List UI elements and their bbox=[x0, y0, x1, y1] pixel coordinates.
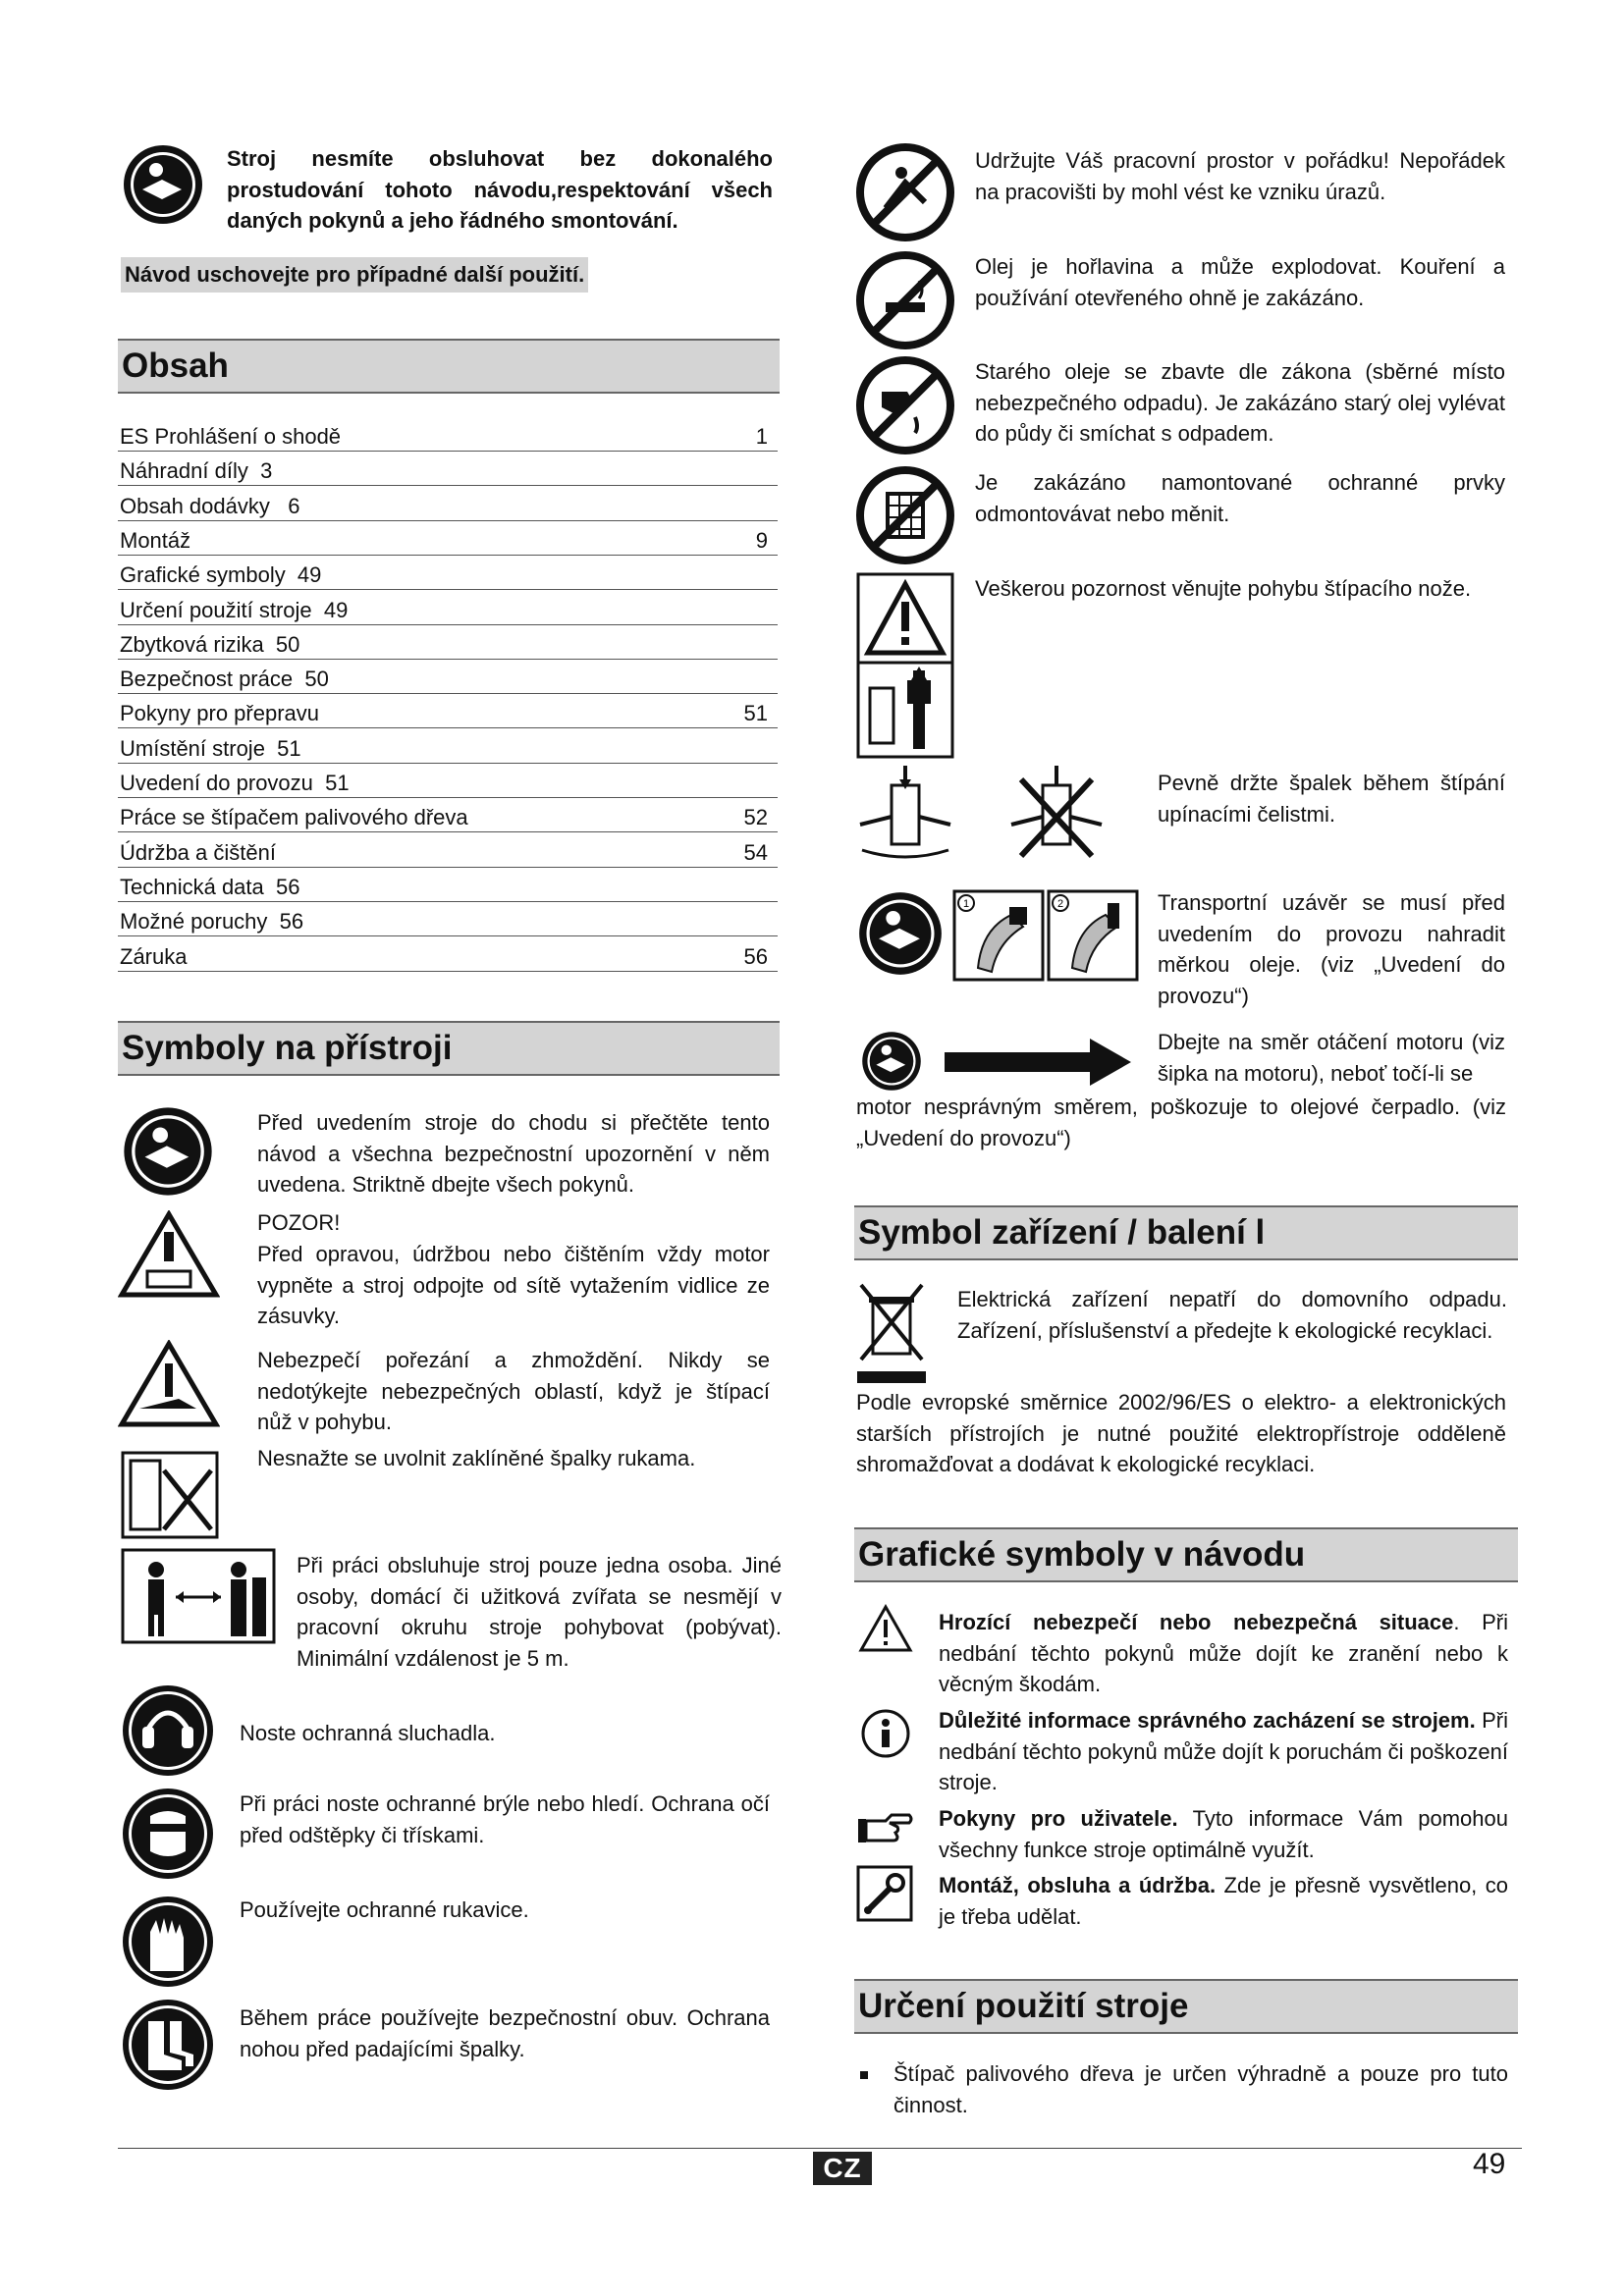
device-heading: Symbol zařízení / balení l bbox=[854, 1205, 1518, 1260]
graphic-danger-text bbox=[939, 1607, 1508, 1700]
no-removing-guards-icon bbox=[856, 466, 954, 564]
symbol-cut-text: Nebezpečí pořezání a zhmoždění. Nikdy se nedotýkejte nebezpečných oblastí, když je štípací nůž v pohybu. bbox=[257, 1348, 770, 1434]
symbol-jammed-text: Nesnažte se uvolnit zaklíněné špalky rukama. bbox=[257, 1446, 696, 1470]
toc-row bbox=[118, 453, 778, 486]
right-transport-cap-text: Transportní uzávěr se musí před uvedením do provozu nahradit měrkou oleje. (viz „Uvedení do provozu“) bbox=[1158, 890, 1505, 1008]
right-tidy-text: Udržujte Váš pracovní prostor v pořádku! Nepořádek na pracovišti by mohl vést ke vzniku úrazů. bbox=[975, 148, 1505, 204]
symbol-read-text: Před uvedením stroje do chodu si přečtěte tento návod a všechna bezpečnostní upozornění v něm uvedena. Striktně dbejte všech pokynů. bbox=[257, 1110, 770, 1197]
toc-row bbox=[118, 730, 778, 764]
unplug-warning-icon bbox=[118, 1210, 220, 1299]
toc-row-label: Možné poruchy 56 bbox=[120, 909, 304, 934]
toc-row-label: Technická data 56 bbox=[120, 874, 300, 899]
pointing-hand-icon bbox=[856, 1809, 913, 1848]
right-rotation-text-b: motor nesprávným směrem, poškozuje to olejové čerpadlo. (viz „Uvedení do provozu“) bbox=[856, 1095, 1506, 1150]
safety-boots-icon bbox=[121, 1998, 215, 2092]
graphic-danger-bold: Hrozící nebezpečí nebo nebezpečná situace bbox=[939, 1610, 1454, 1634]
graphic-assembly-text bbox=[939, 1870, 1508, 1932]
symbol-boots-text: Během práce používejte bezpečnostní obuv. Ochrana nohou před padajícími špalky. bbox=[240, 2005, 770, 2061]
rotation-arrow-icon bbox=[945, 1039, 1131, 1086]
device-weee-text: Elektrická zařízení nepatří do domovního odpadu. Zařízení, příslušenství a předejte k ekologické recyklaci. bbox=[957, 1287, 1507, 1343]
graphic-assembly-rest: Zde je přesně vysvětleno, co je třeba udělat. bbox=[939, 1873, 1508, 1929]
toc-row-page: 1 bbox=[755, 424, 768, 449]
transport-cap-step2-icon bbox=[1047, 889, 1139, 982]
toc-row bbox=[118, 938, 778, 972]
step-1-label: 1 bbox=[962, 898, 970, 910]
no-tripping-icon bbox=[856, 143, 954, 241]
graphic-danger-rest: . Při nedbání těchto pokynů může dojít ke zranění nebo k věcným škodám. bbox=[939, 1610, 1508, 1696]
read-manual-icon bbox=[121, 142, 205, 227]
right-knife-text: Veškerou pozornost věnujte pohybu štípacího nože. bbox=[975, 576, 1472, 601]
info-icon bbox=[860, 1708, 911, 1759]
right-old-oil-text: Starého oleje se zbavte dle zákona (sběrné místo nebezpečného odpadu). Je zakázáno starý olej vylévat do půdy či smíchat s odpadem. bbox=[975, 359, 1505, 446]
usage-bullet-text: Štípač palivového dřeva je určen výhradně a pouze pro tuto činnost. bbox=[893, 2061, 1508, 2117]
footer-divider bbox=[118, 2148, 1522, 2149]
transport-cap-step1-icon bbox=[952, 889, 1045, 982]
right-rotation-text-a: Dbejte na směr otáčení motoru (viz šipka na motoru), neboť točí-li se bbox=[1158, 1030, 1505, 1086]
no-smoking-icon bbox=[856, 251, 954, 349]
toc-row-page: 52 bbox=[743, 805, 768, 830]
toc-row-page: 56 bbox=[743, 943, 768, 969]
read-manual-icon bbox=[121, 1104, 215, 1199]
toc-row bbox=[118, 557, 778, 590]
toc-row bbox=[118, 626, 778, 660]
symbols-heading: Symboly na přístroji bbox=[118, 1021, 780, 1076]
right-hold-log-text: Pevně držte špalek během štípání upínacími čelistmi. bbox=[1158, 771, 1505, 827]
toc-row-label: Bezpečnost práce 50 bbox=[120, 667, 329, 692]
graphic-user-text bbox=[939, 1803, 1508, 1865]
gloves-icon bbox=[121, 1895, 215, 1989]
symbol-caution-label: POZOR! bbox=[257, 1210, 341, 1235]
keep-manual-note: Návod uschovejte pro případné další použití. bbox=[121, 257, 588, 293]
symbol-unplug-text: Před opravou, údržbou nebo čištěním vždy motor vypněte a stroj odpojte od sítě vytažením vidlice ze zásuvky. bbox=[257, 1242, 770, 1328]
page-number: 49 bbox=[1473, 2148, 1506, 2180]
graphic-symbols-heading: Grafické symboly v návodu bbox=[854, 1527, 1518, 1582]
toc-row-page: 51 bbox=[743, 701, 768, 726]
graphic-info-bold: Důležité informace správného zacházení se strojem. bbox=[939, 1708, 1476, 1733]
hold-log-icon bbox=[856, 766, 954, 874]
weee-bin-icon bbox=[857, 1281, 926, 1385]
symbol-eye-text: Při práci noste ochranné brýle nebo hledí. Ochrana očí před odštěpky či třískami. bbox=[240, 1791, 770, 1847]
wrench-icon bbox=[856, 1865, 913, 1922]
toc-row-label: ES Prohlášení o shodě bbox=[120, 424, 342, 449]
toc-row-label: Záruka bbox=[120, 943, 188, 969]
toc-row-label: Údržba a čištění bbox=[120, 839, 276, 865]
step-2-label: 2 bbox=[1056, 898, 1064, 910]
toc-row-page: 9 bbox=[755, 527, 768, 553]
graphic-assembly-bold: Montáž, obsluha a údržba. bbox=[939, 1873, 1217, 1897]
symbol-one-operator-text: Při práci obsluhuje stroj pouze jedna osoba. Jiné osoby, domácí či užitková zvířata se nesmějí v pracovní okruhu stroje pohybovat (pobývat). Minimální vzdálenost je 5 m. bbox=[297, 1553, 782, 1671]
toc-row bbox=[118, 661, 778, 694]
eye-protection-icon bbox=[121, 1787, 215, 1881]
language-badge: CZ bbox=[813, 2152, 872, 2185]
intro-warning: Stroj nesmíte obsluhovat bez dokonalého prostudování tohoto návodu,respektování všech daných pokynů a jeho řádného smontování. bbox=[227, 146, 773, 233]
toc-row bbox=[118, 799, 778, 832]
toc-row-label: Zbytková rizika 50 bbox=[120, 631, 300, 657]
toc-row bbox=[118, 869, 778, 902]
ear-protection-icon bbox=[121, 1683, 215, 1778]
toc-row bbox=[118, 418, 778, 452]
toc-row bbox=[118, 695, 778, 728]
danger-warning-icon bbox=[858, 1604, 913, 1653]
toc-row-label: Náhradní díly 3 bbox=[120, 458, 273, 484]
usage-bullet-marker bbox=[860, 2071, 868, 2079]
toc-row-label: Obsah dodávky 6 bbox=[120, 493, 300, 518]
splitting-knife-warning-icon bbox=[856, 572, 954, 759]
device-directive-text: Podle evropské směrnice 2002/96/ES o elektro- a elektronických starších přístrojích je nutné použité elektropřístroje odděleně shromažďovat a dodávat k ekologické recyklaci. bbox=[856, 1390, 1506, 1476]
read-manual-icon bbox=[860, 1030, 923, 1093]
read-manual-icon bbox=[856, 889, 945, 978]
right-guards-text: Je zakázáno namontované ochranné prvky odmontovávat nebo měnit. bbox=[975, 470, 1505, 526]
symbol-ear-text: Noste ochranná sluchadla. bbox=[240, 1721, 496, 1745]
toc-row bbox=[118, 834, 778, 868]
graphic-info-rest: Při nedbání těchto pokynů může dojít k poruchám či poškození stroje. bbox=[939, 1708, 1509, 1794]
symbol-gloves-text: Používejte ochranné rukavice. bbox=[240, 1897, 529, 1922]
no-hands-icon bbox=[121, 1451, 219, 1539]
toc-row bbox=[118, 765, 778, 798]
toc-row-label: Umístění stroje 51 bbox=[120, 735, 301, 761]
one-operator-icon bbox=[121, 1548, 276, 1644]
toc-row-label: Práce se štípačem palivového dřeva bbox=[120, 805, 468, 830]
graphic-info-text bbox=[939, 1705, 1508, 1798]
toc-row-label: Montáž bbox=[120, 527, 191, 553]
hold-log-wrong-icon bbox=[1007, 766, 1106, 874]
graphic-user-rest: Tyto informace Vám pomohou všechny funkce stroje optimálně využít. bbox=[939, 1806, 1508, 1862]
toc-row bbox=[118, 903, 778, 936]
no-oil-dumping-icon bbox=[856, 356, 954, 454]
toc-row-label: Určení použití stroje 49 bbox=[120, 597, 349, 622]
right-oil-flammable-text: Olej je hořlavina a může explodovat. Kouření a používání otevřeného ohně je zakázáno. bbox=[975, 254, 1505, 310]
graphic-user-bold: Pokyny pro uživatele. bbox=[939, 1806, 1178, 1831]
toc-row-label: Grafické symboly 49 bbox=[120, 562, 322, 588]
toc-row-page: 54 bbox=[743, 839, 768, 865]
cut-hazard-icon bbox=[118, 1340, 220, 1428]
toc-row bbox=[118, 592, 778, 625]
toc-row bbox=[118, 488, 778, 521]
toc-row-label: Pokyny pro přepravu bbox=[120, 701, 319, 726]
toc-heading: Obsah bbox=[118, 339, 780, 394]
toc-row-label: Uvedení do provozu 51 bbox=[120, 771, 350, 795]
toc-row bbox=[118, 522, 778, 556]
usage-heading: Určení použití stroje bbox=[854, 1979, 1518, 2034]
